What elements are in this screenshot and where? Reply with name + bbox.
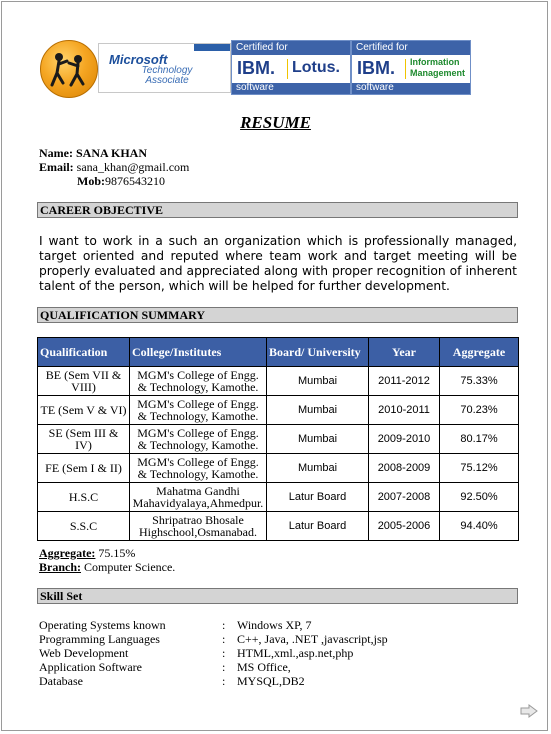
table-row	[38, 483, 519, 512]
header-year: Year	[369, 338, 440, 367]
cert2-divider	[405, 59, 406, 79]
ms-flag-strip	[194, 44, 230, 51]
ibm-wordmark: IBM.	[237, 58, 275, 78]
mob-value: 9876543210	[105, 174, 165, 188]
cert1-divider	[287, 59, 288, 79]
table-row	[38, 367, 519, 396]
ms-tag-line-2: Associate	[145, 75, 189, 86]
resume-title: RESUME	[240, 113, 311, 132]
lotus-wordmark: Lotus.	[292, 59, 340, 76]
cell-college: MGM's College of Engg. & Technology, Kamothe.	[130, 454, 267, 483]
skill-colon: :	[222, 618, 226, 632]
ibm-wordmark-2: IBM.	[357, 58, 395, 78]
contact-name	[39, 146, 147, 160]
contact-email	[39, 160, 189, 174]
ibm-lotus-certification-logo	[231, 40, 351, 95]
skill-key: Operating Systems known	[39, 618, 166, 632]
qualification-table	[37, 337, 519, 541]
cell-board: Latur Board	[267, 512, 369, 541]
cell-board: Mumbai	[267, 396, 369, 425]
cert1-bottom-text: software	[236, 82, 274, 93]
table-row	[38, 454, 519, 483]
skill-colon: :	[222, 660, 226, 674]
table-row	[38, 396, 519, 425]
cell-year: 2009-2010	[369, 425, 440, 454]
email-label: Email:	[39, 160, 74, 174]
skill-colon: :	[222, 674, 226, 688]
skill-value: C++, Java, .NET ,javascript,jsp	[237, 632, 388, 646]
info-line-1: Information	[410, 57, 460, 67]
cell-qualification: SE (Sem III & IV)	[38, 425, 130, 454]
cell-board: Mumbai	[267, 425, 369, 454]
skill-value: Windows XP, 7	[237, 618, 312, 632]
branch-label: Branch:	[39, 560, 81, 574]
cell-aggregate: 94.40%	[440, 512, 519, 541]
cell-board: Latur Board	[267, 483, 369, 512]
header-college: College/Institutes	[130, 338, 267, 367]
header-board: Board/ University	[267, 338, 369, 367]
sports-logo	[40, 40, 98, 98]
cell-year: 2011-2012	[369, 367, 440, 396]
cell-qualification: H.S.C	[38, 483, 130, 512]
aggregate-line	[39, 546, 135, 560]
cell-year: 2007-2008	[369, 483, 440, 512]
figures-icon	[49, 51, 89, 87]
ibm-information-management-logo	[351, 40, 471, 95]
cert1-brand-band	[232, 55, 350, 83]
cert1-top-text: Certified for	[236, 42, 288, 53]
contact-mobile	[77, 174, 165, 188]
name-value: SANA KHAN	[75, 146, 147, 160]
section-qualification-summary: QUALIFICATION SUMMARY	[37, 307, 518, 323]
ms-tag-line-1: Technology	[141, 65, 193, 76]
skill-value: MS Office,	[237, 660, 291, 674]
microsoft-technology-associate-logo	[98, 43, 231, 93]
information-management-text	[410, 57, 465, 79]
aggregate-value: 75.15%	[98, 546, 136, 560]
skill-value: MYSQL,DB2	[237, 674, 305, 688]
skill-key: Application Software	[39, 660, 142, 674]
skill-key: Database	[39, 674, 83, 688]
cell-board: Mumbai	[267, 367, 369, 396]
header-qualification: Qualification	[38, 338, 130, 367]
header-aggregate: Aggregate	[440, 338, 519, 367]
cell-year: 2008-2009	[369, 454, 440, 483]
section-skill-set: Skill Set	[37, 588, 518, 604]
cell-qualification: FE (Sem I & II)	[38, 454, 130, 483]
skill-key: Programming Languages	[39, 632, 160, 646]
ms-name: Microsoft	[109, 52, 168, 67]
cell-aggregate: 80.17%	[440, 425, 519, 454]
cert2-bottom-text: software	[356, 82, 394, 93]
cert2-brand-band	[352, 55, 470, 83]
table-row	[38, 512, 519, 541]
mob-label: Mob:	[77, 174, 105, 188]
cell-college: MGM's College of Engg. & Technology, Kamothe.	[130, 367, 267, 396]
objective-text: I want to work in a such an organization which is professionally managed, target oriented and reputed where team work and target meeting will be properly evaluated and appreciated along with proper recognition of inherent talent of the person, which will be helped for further development.	[39, 234, 517, 293]
cell-qualification: BE (Sem VII & VIII)	[38, 367, 130, 396]
next-arrow-icon[interactable]	[520, 704, 538, 718]
branch-line	[39, 560, 175, 574]
skill-value: HTML,xml.,asp.net,php	[237, 646, 354, 660]
cell-aggregate: 70.23%	[440, 396, 519, 425]
skill-key: Web Development	[39, 646, 129, 660]
email-value: sana_khan@gmail.com	[76, 160, 190, 174]
branch-value: Computer Science.	[84, 560, 176, 574]
table-header-row	[38, 338, 519, 367]
cell-college: Mahatma Gandhi Mahavidyalaya,Ahmedpur.	[130, 483, 267, 512]
table-row	[38, 425, 519, 454]
cell-college: MGM's College of Engg. & Technology, Kamothe.	[130, 396, 267, 425]
cell-qualification: TE (Sem V & VI)	[38, 396, 130, 425]
cell-aggregate: 92.50%	[440, 483, 519, 512]
aggregate-label: Aggregate:	[39, 546, 96, 560]
cell-board: Mumbai	[267, 454, 369, 483]
cell-year: 2005-2006	[369, 512, 440, 541]
cell-aggregate: 75.12%	[440, 454, 519, 483]
cell-college: Shripatrao Bhosale Highschool,Osmanabad.	[130, 512, 267, 541]
cell-year: 2010-2011	[369, 396, 440, 425]
cell-qualification: S.S.C	[38, 512, 130, 541]
info-line-2: Management	[410, 68, 466, 78]
cell-aggregate: 75.33%	[440, 367, 519, 396]
skill-colon: :	[222, 632, 226, 646]
section-career-objective: CAREER OBJECTIVE	[37, 202, 518, 218]
cell-college: MGM's College of Engg. & Technology, Kamothe.	[130, 425, 267, 454]
cert2-top-text: Certified for	[356, 42, 408, 53]
name-label: Name:	[39, 146, 73, 160]
ms-tagline	[117, 66, 217, 86]
skill-colon: :	[222, 646, 226, 660]
